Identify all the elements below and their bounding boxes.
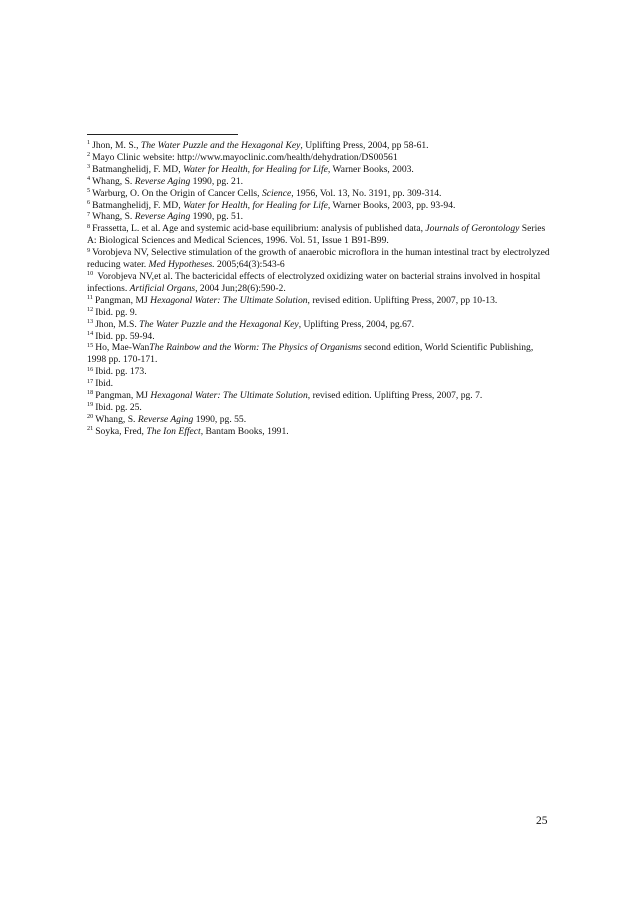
footnote-text: Batmanghelidj, F. MD, <box>92 199 183 211</box>
footnote-text: Warburg, O. On the Origin of Cancer Cells, <box>92 187 262 199</box>
footnote-number: 6 <box>87 198 91 206</box>
footnote-text: Warner Books, 2003, pp. 93-94. <box>330 199 456 211</box>
footnote-number: 15 <box>87 341 94 349</box>
footnote-text: Ibid. pp. 59-94. <box>95 330 155 342</box>
footnote-7 <box>87 211 551 223</box>
footnote-14 <box>87 331 551 343</box>
footnote-6 <box>87 200 551 212</box>
footnote-title: The Water Puzzle and the Hexagonal Key <box>139 318 299 330</box>
footnote-text: 1990, pg. 51. <box>190 211 244 223</box>
footnote-19 <box>87 402 551 414</box>
footnote-number: 16 <box>87 365 94 373</box>
footnote-1 <box>87 140 551 152</box>
footnote-text: Ho, Mae-Wan <box>95 342 150 354</box>
footnote-text: Ibid. pg. 25. <box>95 401 142 413</box>
footnote-text: , Uplifting Press, 2004, pg.67. <box>298 318 415 330</box>
footnote-5 <box>87 188 551 200</box>
footnote-text: Whang, S. <box>92 175 135 187</box>
footnote-number: 3 <box>87 163 91 171</box>
footnote-title: Reverse Aging <box>137 413 194 425</box>
footnote-text: Vorobjeva NV,et al. The bactericidal effects of electrolyzed oxidizing water on bacterial strains involved in hospital infections. <box>87 270 541 294</box>
footnote-text: Series A: Biological Sciences and Medical Sciences, 1996. Vol. 51, Issue 1 B91-B99. <box>87 223 546 247</box>
footnote-2 <box>87 152 551 164</box>
footnote-number: 2 <box>87 151 91 159</box>
footnote-title: Journals of Gerontology <box>425 223 520 235</box>
footnote-text: Whang, S. <box>95 413 138 425</box>
footnote-title: Hexagonal Water: The Ultimate Solution <box>150 390 308 402</box>
footnote-text: Batmanghelidj, F. MD, <box>92 163 183 175</box>
footnote-3 <box>87 164 551 176</box>
footnote-number: 1 <box>87 139 91 147</box>
footnote-number: 20 <box>87 413 94 421</box>
footnote-13 <box>87 319 551 331</box>
footnote-text: Ibid. pg. 173. <box>95 366 147 378</box>
footnote-title: Science <box>261 187 292 199</box>
footnote-number: 9 <box>87 246 91 254</box>
footnote-text: Bantam Books, 1991. <box>203 425 289 437</box>
footnote-number: 18 <box>87 389 94 397</box>
footnote-number: 8 <box>87 222 91 230</box>
footnote-number: 17 <box>87 377 94 385</box>
footnote-18 <box>87 390 551 402</box>
footnote-text: Warner Books, 2003. <box>330 163 414 175</box>
footnote-21 <box>87 426 551 438</box>
footnote-text: Vorobjeva NV, Selective stimulation of the growth of anaerobic microflora in the human intestinal tract by electrolyzed reducing water. <box>87 247 550 271</box>
footnote-20 <box>87 414 551 426</box>
footnote-title: The Rainbow and the Worm: The Physics of Organisms <box>149 342 362 354</box>
footnote-title: Reverse Aging <box>134 211 191 223</box>
footnote-number: 12 <box>87 306 94 314</box>
footnote-title: The Water Puzzle and the Hexagonal Key <box>140 140 301 151</box>
footnote-11 <box>87 295 551 307</box>
footnote-text: Pangman, MJ <box>95 390 151 402</box>
footnote-text: Mayo Clinic website: http://www.mayoclinic.com/health/dehydration/DS00561 <box>92 151 398 163</box>
footnote-text: , 1956, Vol. 13, No. 3191, pp. 309-314. <box>291 187 442 199</box>
footnote-number: 5 <box>87 187 91 195</box>
footnote-text: Ibid. <box>95 378 114 390</box>
footnote-title: Med Hypotheses. <box>148 259 215 271</box>
footnote-text: Frassetta, L. et al. Age and systemic acid-base equilibrium: analysis of published data, <box>92 223 426 235</box>
footnote-text: Pangman, MJ <box>94 294 151 306</box>
footnote-15 <box>87 342 551 366</box>
footnotes-list <box>87 140 551 438</box>
footnote-number: 21 <box>87 425 94 433</box>
footnote-text: , revised edition. Uplifting Press, 2007, pp 10-13. <box>307 294 498 306</box>
page-number: 25 <box>536 815 548 827</box>
footnote-title: Artificial Organs, <box>129 282 198 294</box>
footnote-text: 2004 Jun;28(6):590-2. <box>197 282 286 294</box>
footnote-8 <box>87 223 551 247</box>
footnote-text: Whang, S. <box>92 211 135 223</box>
footnote-number: 13 <box>87 318 94 325</box>
footnote-text: , revised edition. Uplifting Press, 2007, pg. 7. <box>307 390 483 402</box>
footnote-text: 2005;64(3):543-6 <box>214 259 285 271</box>
footnote-number: 19 <box>87 401 94 409</box>
footnote-text: second edition, World Scientific Publishing, 1998 pp. 170-171. <box>87 342 534 366</box>
footnote-10 <box>87 271 551 295</box>
footnote-number: 10 <box>87 270 94 278</box>
footnote-title: Reverse Aging <box>134 175 191 187</box>
footnote-title: Hexagonal Water: The Ultimate Solution <box>150 294 308 306</box>
footnote-title: Water for Health, for Healing for Life, <box>183 163 331 175</box>
footnote-number: 7 <box>87 210 91 218</box>
footnote-title: The Ion Effect, <box>146 425 204 437</box>
footnote-text: Ibid. pg. 9. <box>95 306 138 318</box>
footnote-text: Jhon, M.S. <box>95 318 140 330</box>
footnote-number: 11 <box>87 294 93 302</box>
footnote-16 <box>87 366 551 378</box>
footnote-9 <box>87 247 551 271</box>
footnote-text: 1990, pg. 21. <box>190 175 244 187</box>
footnote-text: 1990, pg. 55. <box>193 413 247 425</box>
footnote-text: , Uplifting Press, 2004, pp 58-61. <box>300 140 429 151</box>
footnote-number: 4 <box>87 175 91 183</box>
footnote-title: Water for Health, for Healing for Life, <box>183 199 331 211</box>
footnote-12 <box>87 307 551 319</box>
footnote-17 <box>87 378 551 390</box>
footnote-text: Soyka, Fred, <box>95 425 147 437</box>
footnote-number: 14 <box>87 329 94 337</box>
footnote-4 <box>87 176 551 188</box>
footnote-text: Jhon, M. S., <box>92 140 141 151</box>
footnote-separator <box>87 134 238 135</box>
